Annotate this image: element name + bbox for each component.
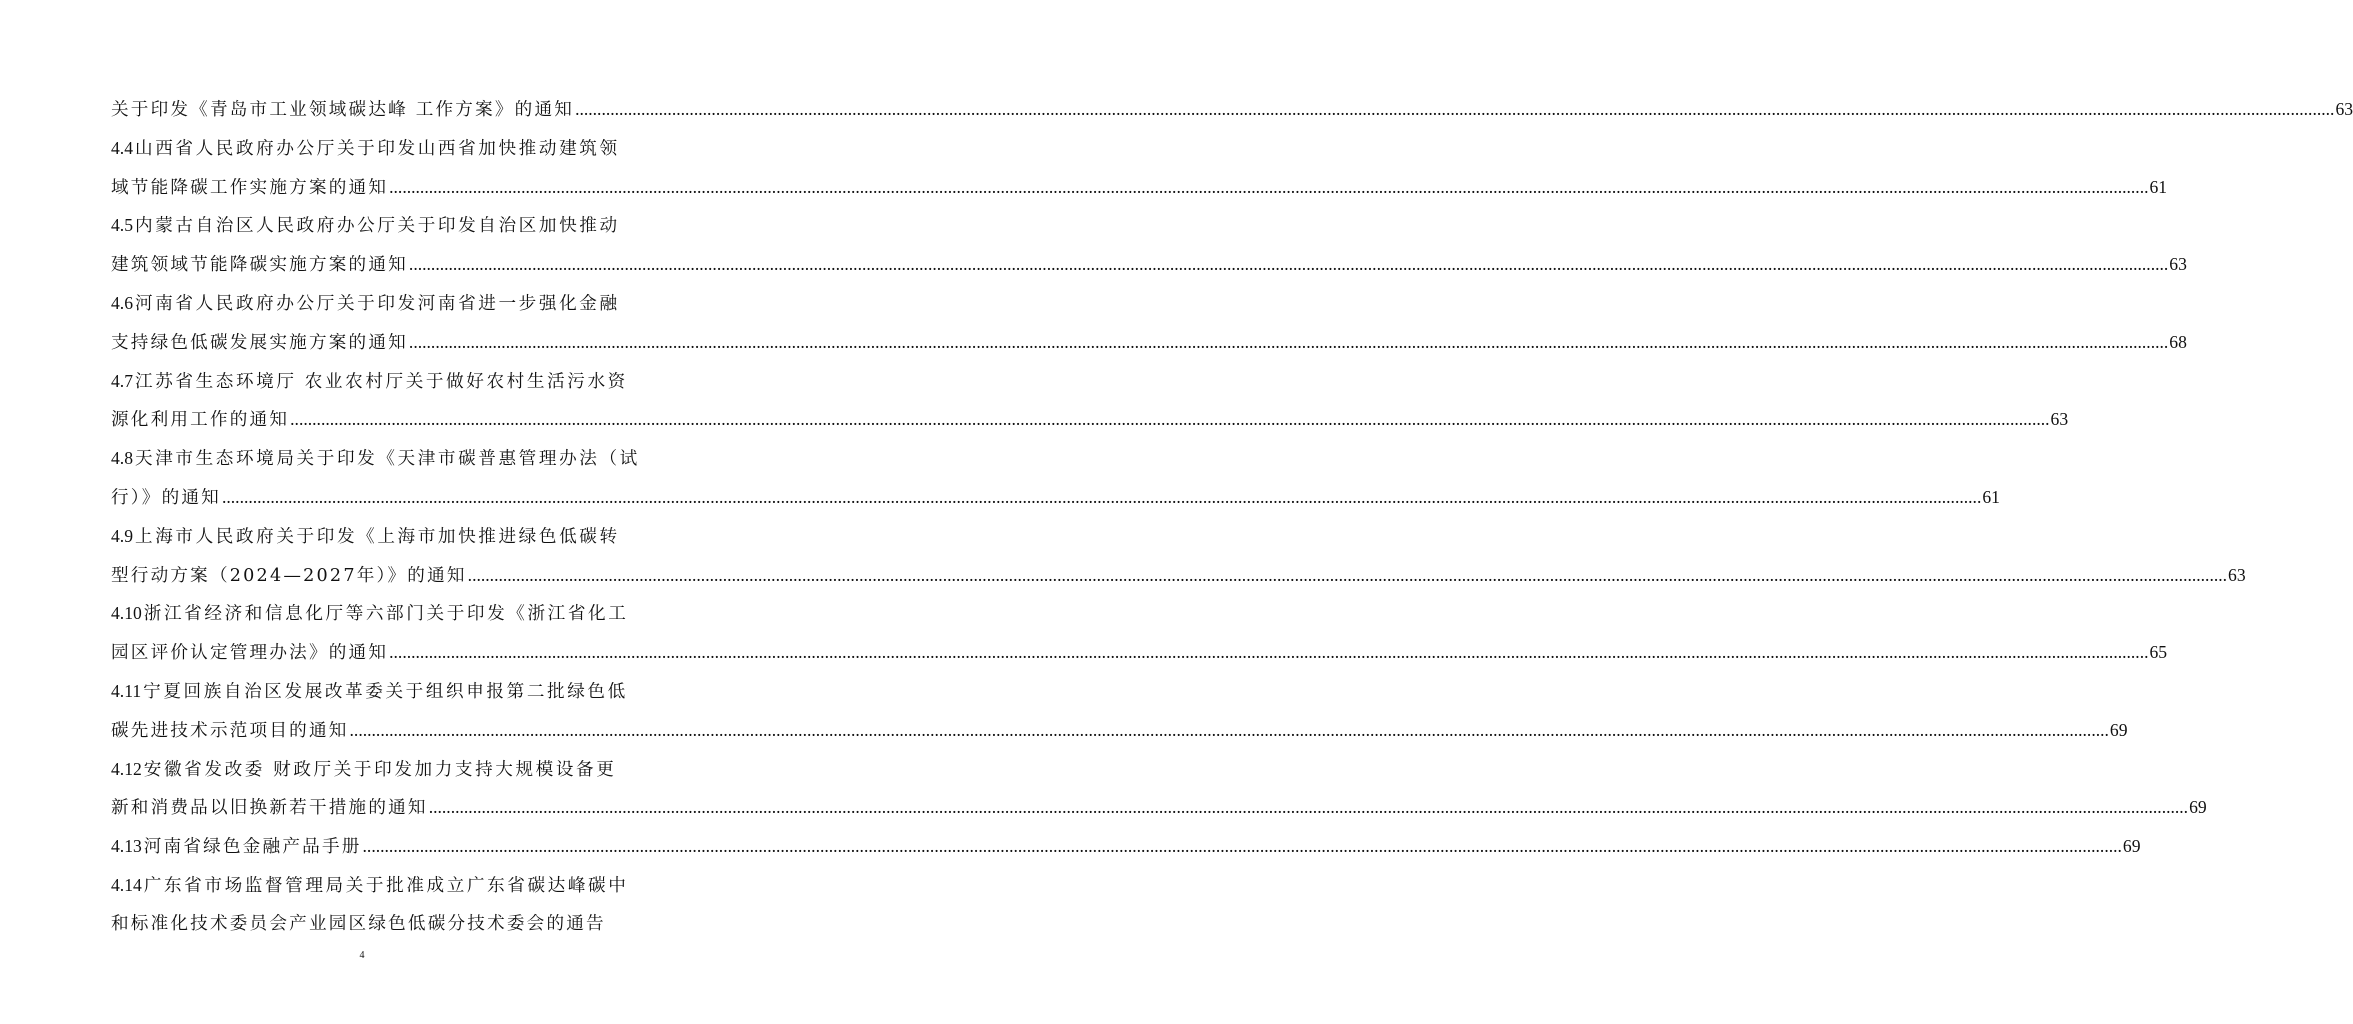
toc-page-number: 63 xyxy=(2169,254,2187,275)
toc-entry xyxy=(111,284,2187,362)
toc-entry-title: 域节能降碳工作实施方案的通知 xyxy=(111,177,389,198)
toc-entry-title: 建筑领域节能降碳实施方案的通知 xyxy=(111,255,408,276)
toc-entry-text: 上海市人民政府关于印发《上海市加快推进绿色低碳转 xyxy=(135,526,620,547)
toc-leader-dots: ................................................................................................................................................................................................................................................................................................................................................................................................................ xyxy=(408,254,2169,275)
toc-leader-dots: ................................................................................................................................................................................................................................................................................................................................................................................................................ xyxy=(428,797,2189,818)
toc-entry-last-line xyxy=(111,711,2128,750)
toc-leader-dots: ................................................................................................................................................................................................................................................................................................................................................................................................................ xyxy=(389,176,2149,197)
toc-entry-last-line xyxy=(111,245,2187,284)
toc-entry-last-line xyxy=(111,90,2353,129)
toc-page-number: 65 xyxy=(2149,642,2168,663)
toc-entry-text: 山西省人民政府办公厅关于印发山西省加快推动建筑领 xyxy=(135,138,620,159)
toc-entry-title: 源化利用工作的通知 xyxy=(111,410,290,431)
toc-entry-text: 内蒙古自治区人民政府办公厅关于印发自治区加快推动 xyxy=(135,216,620,237)
toc-leader-dots: ................................................................................................................................................................................................................................................................................................................................................................................................................ xyxy=(362,836,2122,857)
toc-entry-last-line xyxy=(111,168,2168,207)
toc-page-number: 63 xyxy=(2228,564,2246,585)
toc-entry-line xyxy=(111,129,620,168)
toc-entry xyxy=(111,866,629,944)
toc-entry-last-line xyxy=(111,323,2187,362)
toc-entry xyxy=(111,206,2187,284)
toc-entry-text: 安徽省发改委 财政厅关于印发加力支持大规模设备更 xyxy=(143,759,617,780)
toc-entry-number: 4.6 xyxy=(111,292,133,313)
toc-leader-dots: ................................................................................................................................................................................................................................................................................................................................................................................................................ xyxy=(221,486,1982,507)
toc-entry-line xyxy=(111,750,617,789)
toc-page-number: 61 xyxy=(2149,176,2168,197)
toc-entry xyxy=(111,439,2000,517)
toc-entry-title: 和标准化技术委员会产业园区绿色低碳分技术委会的通告 xyxy=(111,913,606,934)
toc-entry xyxy=(111,750,2207,828)
toc-page-number: 63 xyxy=(2335,99,2353,119)
toc-entry-text: 河南省人民政府办公厅关于印发河南省进一步强化金融 xyxy=(135,293,620,314)
toc-entry-line xyxy=(111,866,629,905)
toc-entry-number: 4.13 xyxy=(111,836,142,857)
table-of-contents xyxy=(111,90,2353,944)
toc-entry-line xyxy=(111,284,620,323)
toc-entry-title: 支持绿色低碳发展实施方案的通知 xyxy=(111,332,408,353)
toc-entry xyxy=(111,594,2168,672)
toc-entry-number: 4.4 xyxy=(111,137,133,158)
toc-entry-number: 4.7 xyxy=(111,370,133,391)
toc-entry-title: 园区评价认定管理办法》的通知 xyxy=(111,643,389,664)
toc-entry-number: 4.14 xyxy=(111,874,142,895)
toc-entry-last-line xyxy=(111,788,2207,827)
toc-entry-number: 4.9 xyxy=(111,525,133,546)
toc-page-number: 69 xyxy=(2109,719,2128,740)
toc-entry-number: 4.10 xyxy=(111,603,142,624)
toc-entry-title: 行）》的通知 xyxy=(111,487,221,508)
toc-entry xyxy=(111,129,2168,207)
toc-entry-number: 4.11 xyxy=(111,680,142,701)
toc-entry-title: 新和消费品以旧换新若干措施的通知 xyxy=(111,798,428,819)
page-number: 4 xyxy=(359,950,365,961)
toc-entry-title: 型行动方案（2024—2027年）》的通知 xyxy=(111,565,467,586)
toc-entry-line xyxy=(111,594,629,633)
toc-entry-number: 4.8 xyxy=(111,448,133,469)
toc-entry-title: 碳先进技术示范项目的通知 xyxy=(111,720,349,741)
toc-entry-last-line xyxy=(111,633,2168,672)
toc-leader-dots: ................................................................................................................................................................................................................................................................................................................................................................................................................ xyxy=(467,564,2228,585)
toc-entry-line xyxy=(111,206,620,245)
toc-entry-line xyxy=(111,672,628,711)
toc-entry-text: 浙江省经济和信息化厅等六部门关于印发《浙江省化工 xyxy=(143,604,629,625)
toc-entry-last-line xyxy=(111,400,2069,439)
toc-entry-last-line xyxy=(111,827,2141,866)
toc-entry-line xyxy=(111,517,620,556)
toc-entry xyxy=(111,90,2353,129)
toc-entry-text: 广东省市场监督管理局关于批准成立广东省碳达峰碳中 xyxy=(143,875,629,896)
toc-page-number: 69 xyxy=(2189,797,2207,818)
toc-entry-last-line xyxy=(111,556,2246,595)
toc-leader-dots: ................................................................................................................................................................................................................................................................................................................................................................................................................ xyxy=(408,331,2169,352)
toc-leader-dots: ................................................................................................................................................................................................................................................................................................................................................................................................................ xyxy=(575,99,2335,119)
toc-entry-text: 江苏省生态环境厅 农业农村厅关于做好农村生活污水资 xyxy=(135,371,628,392)
toc-entry-number: 4.12 xyxy=(111,758,142,779)
toc-entry-number: 4.5 xyxy=(111,215,133,236)
toc-leader-dots: ................................................................................................................................................................................................................................................................................................................................................................................................................ xyxy=(349,719,2109,740)
toc-entry-title: 关于印发《青岛市工业领域碳达峰 工作方案》的通知 xyxy=(111,100,575,120)
toc-leader-dots: ................................................................................................................................................................................................................................................................................................................................................................................................................ xyxy=(389,642,2149,663)
toc-entry xyxy=(111,362,2069,440)
toc-entry-line xyxy=(111,362,628,401)
toc-page-number: 63 xyxy=(2050,409,2069,430)
toc-leader-dots: ................................................................................................................................................................................................................................................................................................................................................................................................................ xyxy=(290,409,2050,430)
toc-entry-text: 天津市生态环境局关于印发《天津市碳普惠管理办法（试 xyxy=(135,449,640,470)
toc-entry-text: 宁夏回族自治区发展改革委关于组织申报第二批绿色低 xyxy=(143,681,628,702)
toc-entry-line xyxy=(111,439,640,478)
toc-entry-last-line xyxy=(111,905,613,944)
toc-page-number: 69 xyxy=(2122,836,2141,857)
toc-page-number: 68 xyxy=(2169,331,2187,352)
toc-entry-last-line xyxy=(111,478,2000,517)
toc-entry xyxy=(111,517,2246,595)
toc-page-number: 61 xyxy=(1982,486,2000,507)
toc-entry xyxy=(111,672,2128,750)
toc-entry-title: 河南省绿色金融产品手册 xyxy=(143,837,362,858)
toc-entry xyxy=(111,827,2141,866)
